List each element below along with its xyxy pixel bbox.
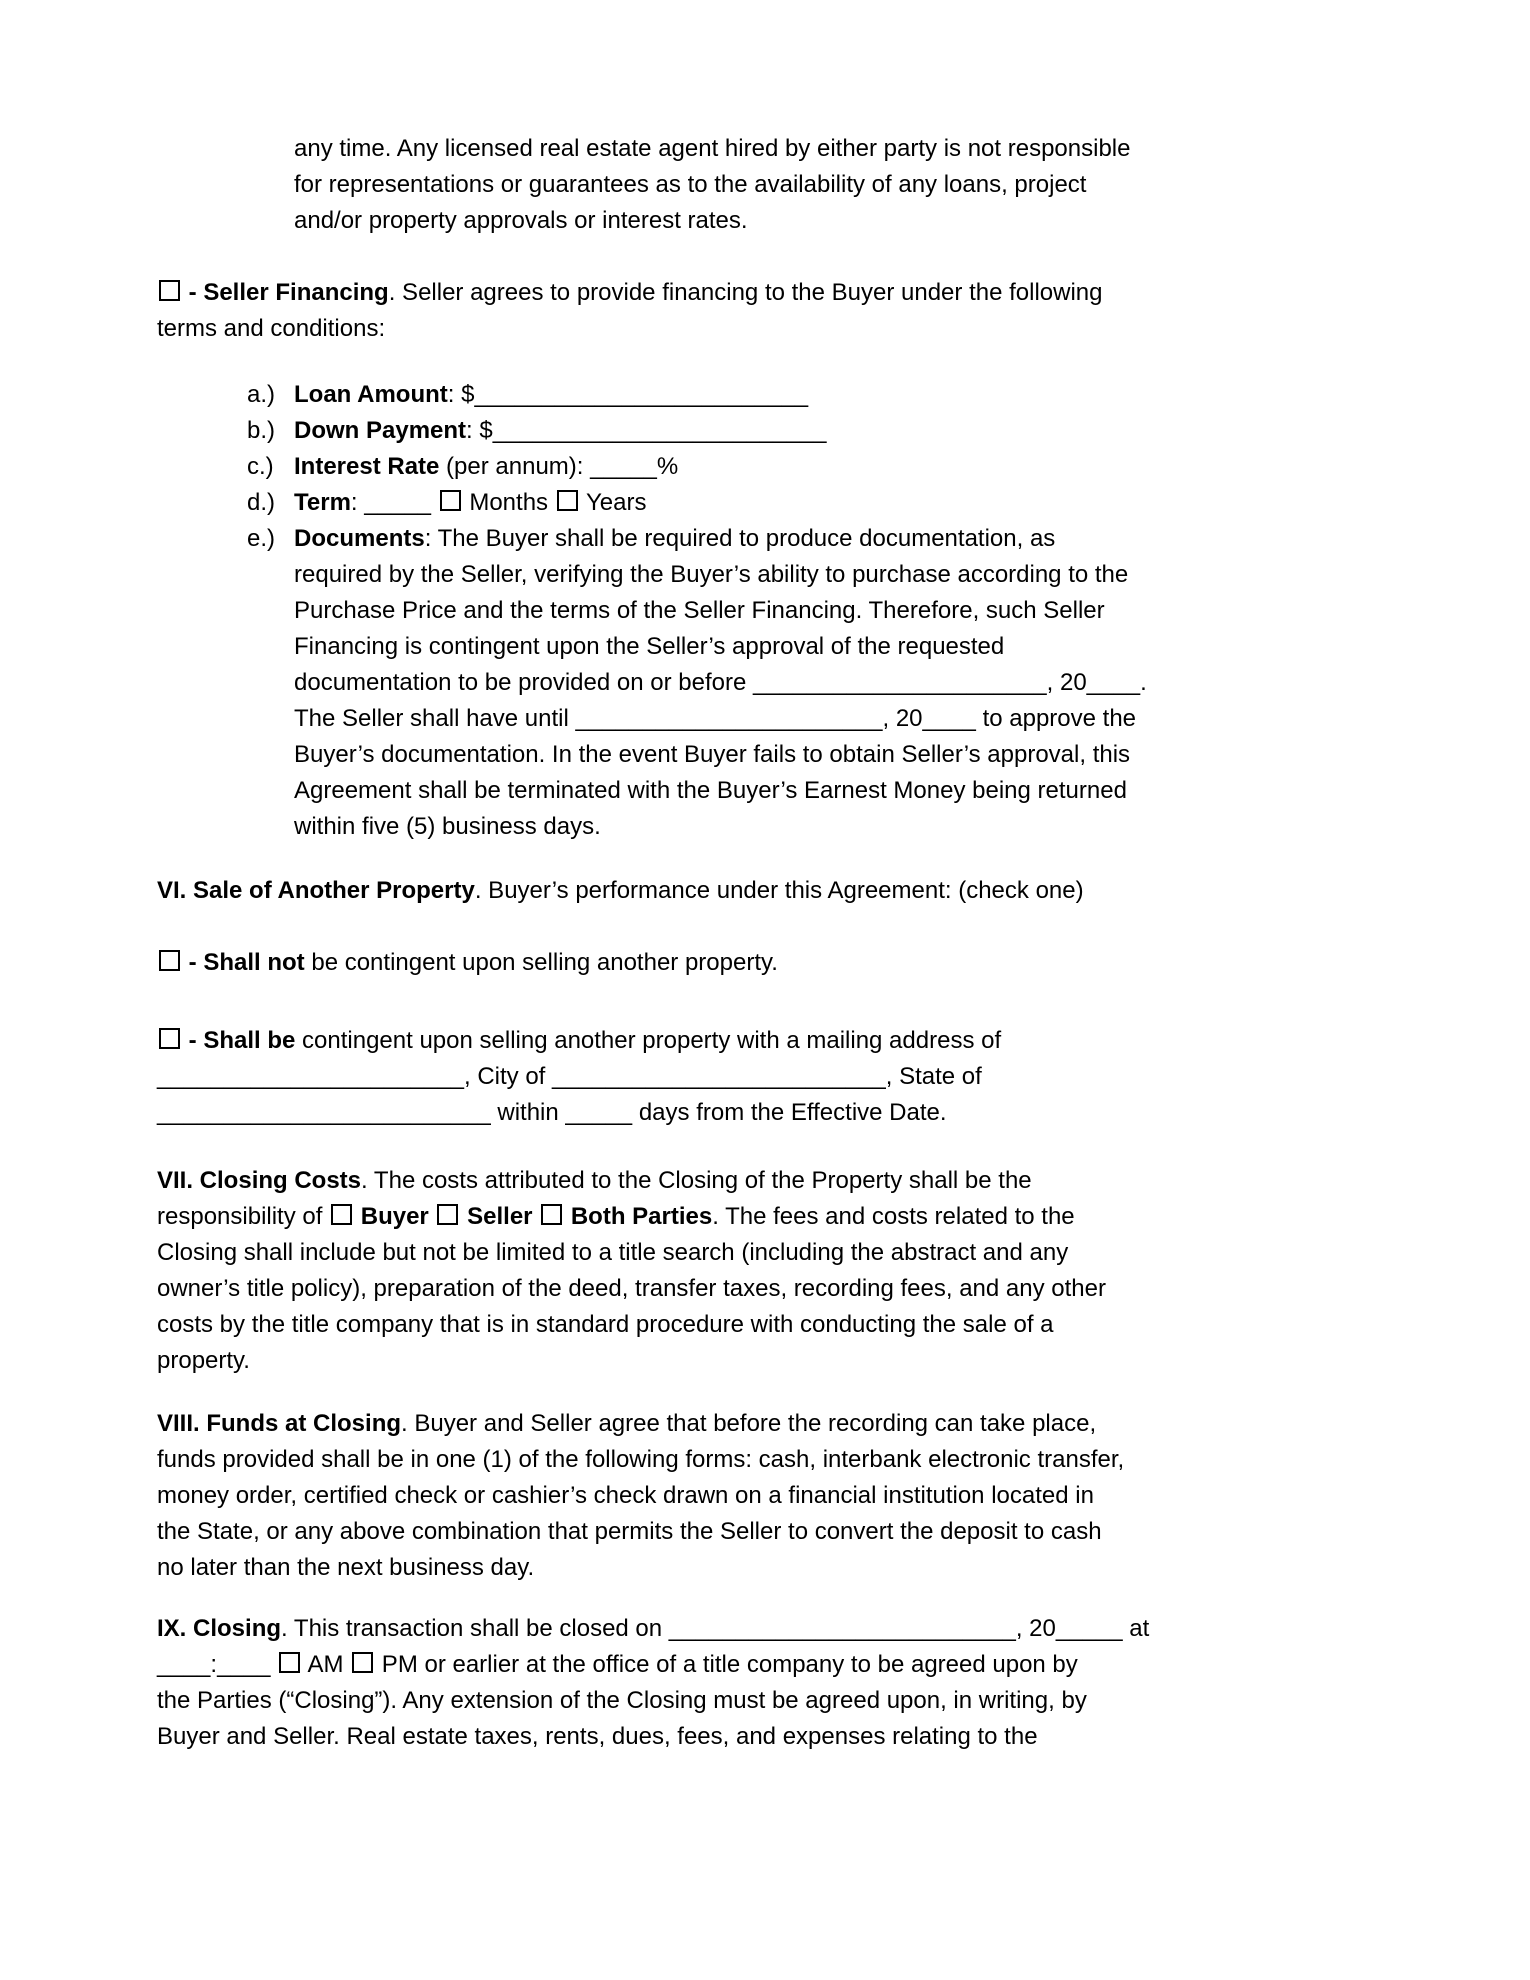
- text-run: , 20: [1046, 669, 1087, 696]
- checkbox[interactable]: [279, 1652, 300, 1673]
- text-line: [0, 413, 1530, 449]
- blank-field[interactable]: _________________________: [552, 1063, 886, 1090]
- text-line: [0, 1095, 1530, 1131]
- text-line: [0, 275, 1530, 311]
- seller-financing-terms-list: [0, 377, 1530, 845]
- text-line: [0, 773, 1530, 809]
- text-run: , City of: [464, 1063, 553, 1090]
- text-run: Closing shall include but not be limited to a title search (including the abstract and any: [157, 1239, 1069, 1266]
- prior-section-continuation-paragraph: [0, 131, 1530, 239]
- text-line: [0, 1442, 1530, 1478]
- text-run: . The fees and costs related to the: [712, 1203, 1075, 1230]
- text-run: , 20: [1015, 1615, 1056, 1642]
- shall-not-option: [0, 945, 1530, 981]
- text-run: Purchase Price and the terms of the Seller Financing. Therefore, such Seller: [294, 597, 1105, 624]
- text-line: [0, 167, 1530, 203]
- text-run: to approve the: [975, 705, 1137, 732]
- text-run: days from the Effective Date.: [632, 1099, 947, 1126]
- text-line: [0, 1611, 1530, 1647]
- text-line: [0, 1719, 1530, 1755]
- list-marker: e.): [247, 525, 276, 552]
- section-viii-funds-at-closing: [0, 1406, 1530, 1586]
- blank-field[interactable]: _____: [1055, 1615, 1123, 1642]
- text-line: [0, 1343, 1530, 1379]
- text-run: costs by the title company that is in standard procedure with conducting the sale of a: [157, 1311, 1054, 1338]
- blank-field[interactable]: __________________________: [668, 1615, 1016, 1642]
- text-run: : $: [466, 417, 493, 444]
- text-run: owner’s title policy), preparation of the deed, transfer taxes, recording fees, and any other: [157, 1275, 1106, 1302]
- text-run: Term: [294, 489, 351, 516]
- list-marker: c.): [247, 453, 274, 480]
- text-line: [0, 1163, 1530, 1199]
- text-line: [0, 1235, 1530, 1271]
- text-line: [0, 665, 1530, 701]
- text-run: be contingent upon selling another property.: [304, 949, 778, 976]
- text-run: VI. Sale of Another Property: [157, 877, 475, 904]
- text-run: VII. Closing Costs: [157, 1167, 362, 1194]
- text-run: . This transaction shall be closed on: [281, 1615, 669, 1642]
- checkbox[interactable]: [437, 1204, 458, 1225]
- text-line: [0, 203, 1530, 239]
- blank-field[interactable]: _____: [565, 1099, 633, 1126]
- text-run: documentation to be provided on or before: [294, 669, 753, 696]
- text-run: , 20: [882, 705, 923, 732]
- blank-field[interactable]: _______________________: [157, 1063, 464, 1090]
- text-run: . Buyer’s performance under this Agreement: (check one): [474, 877, 1084, 904]
- text-run: Seller: [460, 1203, 533, 1230]
- text-run: : The Buyer shall be required to produce documentation, as: [424, 525, 1056, 552]
- text-run: - Seller Financing: [182, 279, 389, 306]
- text-run: Buyer’s documentation. In the event Buyer fails to obtain Seller’s approval, this: [294, 741, 1131, 768]
- text-run: IX. Closing: [157, 1615, 282, 1642]
- blank-field[interactable]: ____: [217, 1651, 271, 1678]
- text-run: VIII. Funds at Closing: [157, 1410, 402, 1437]
- text-run: [429, 1203, 436, 1230]
- text-line: [0, 1199, 1530, 1235]
- section-vii-closing-costs: [0, 1163, 1530, 1379]
- text-line: [0, 1406, 1530, 1442]
- checkbox[interactable]: [440, 490, 461, 511]
- blank-field[interactable]: _____: [590, 453, 657, 480]
- blank-field[interactable]: ____: [1086, 669, 1141, 696]
- text-line: [0, 1059, 1530, 1095]
- text-line: [0, 485, 1530, 521]
- text-run: funds provided shall be in one (1) of the following forms: cash, interbank electronic transfer,: [157, 1446, 1125, 1473]
- text-line: [0, 873, 1530, 909]
- list-marker: a.): [247, 381, 276, 408]
- text-run: Down Payment: [294, 417, 467, 444]
- text-run: Interest Rate: [294, 453, 440, 480]
- blank-field[interactable]: _____: [364, 489, 431, 516]
- text-run: Documents: [294, 525, 425, 552]
- blank-field[interactable]: ____: [157, 1651, 211, 1678]
- text-line: [0, 701, 1530, 737]
- text-run: money order, certified check or cashier’s check drawn on a financial institution located in: [157, 1482, 1094, 1509]
- text-run: PM or earlier at the office of a title company to be agreed upon by: [375, 1651, 1078, 1678]
- blank-field[interactable]: _________________________: [474, 381, 809, 408]
- text-line: [0, 737, 1530, 773]
- text-line: [0, 557, 1530, 593]
- checkbox[interactable]: [352, 1652, 373, 1673]
- checkbox[interactable]: [331, 1204, 352, 1225]
- shall-be-option: [0, 1023, 1530, 1131]
- blank-field[interactable]: _______________________: [575, 705, 883, 732]
- text-run: Agreement shall be terminated with the Buyer’s Earnest Money being returned: [294, 777, 1127, 804]
- text-run: [533, 1203, 540, 1230]
- list-marker: d.): [247, 489, 276, 516]
- checkbox[interactable]: [159, 1028, 180, 1049]
- text-run: The Seller shall have until: [294, 705, 576, 732]
- text-line: [0, 1514, 1530, 1550]
- text-run: property.: [157, 1347, 250, 1374]
- text-run: , State of: [885, 1063, 982, 1090]
- text-run: . Seller agrees to provide financing to the Buyer under the following: [388, 279, 1103, 306]
- text-run: Loan Amount: [294, 381, 448, 408]
- text-run: and/or property approvals or interest rates.: [294, 207, 748, 234]
- text-line: [0, 449, 1530, 485]
- text-run: (per annum):: [439, 453, 591, 480]
- blank-field[interactable]: _________________________: [157, 1099, 491, 1126]
- text-run: - Shall not: [182, 949, 305, 976]
- text-run: within five (5) business days.: [294, 813, 601, 840]
- text-line: [0, 945, 1530, 981]
- blank-field[interactable]: _________________________: [492, 417, 827, 444]
- text-line: [0, 1271, 1530, 1307]
- blank-field[interactable]: ______________________: [752, 669, 1047, 696]
- section-ix-closing: [0, 1611, 1530, 1755]
- text-line: [0, 1683, 1530, 1719]
- text-line: [0, 593, 1530, 629]
- text-run: :: [350, 489, 365, 516]
- text-line: [0, 1307, 1530, 1343]
- text-run: . The costs attributed to the Closing of the Property shall be the: [361, 1167, 1032, 1194]
- blank-field[interactable]: ____: [922, 705, 976, 732]
- text-run: within: [490, 1099, 566, 1126]
- text-run: %: [656, 453, 679, 480]
- text-line: [0, 1023, 1530, 1059]
- checkbox[interactable]: [159, 950, 180, 971]
- text-run: Months: [462, 489, 555, 516]
- text-run: at: [1122, 1615, 1150, 1642]
- text-run: Buyer: [354, 1203, 429, 1230]
- text-run: .: [1140, 669, 1147, 696]
- text-line: [0, 377, 1530, 413]
- text-run: for representations or guarantees as to the availability of any loans, project: [294, 171, 1087, 198]
- text-run: the State, or any above combination that permits the Seller to convert the deposit to cash: [157, 1518, 1102, 1545]
- checkbox[interactable]: [159, 280, 180, 301]
- text-run: Financing is contingent upon the Seller’s approval of the requested: [294, 633, 1005, 660]
- text-run: Buyer and Seller. Real estate taxes, rents, dues, fees, and expenses relating to the: [157, 1723, 1038, 1750]
- text-run: the Parties (“Closing”). Any extension of the Closing must be agreed upon, in writing, by: [157, 1687, 1087, 1714]
- text-run: any time. Any licensed real estate agent hired by either party is not responsible: [294, 135, 1131, 162]
- text-run: [270, 1651, 277, 1678]
- text-line: [0, 1550, 1530, 1586]
- text-run: terms and conditions:: [157, 315, 386, 342]
- text-line: [0, 629, 1530, 665]
- text-run: required by the Seller, verifying the Buyer’s ability to purchase according to the: [294, 561, 1129, 588]
- section-vi-sale-of-another-property: [0, 873, 1530, 909]
- text-line: [0, 311, 1530, 347]
- text-run: :: [210, 1651, 218, 1678]
- text-run: Both Parties: [564, 1203, 713, 1230]
- text-line: [0, 1478, 1530, 1514]
- text-run: contingent upon selling another property with a mailing address of: [295, 1027, 1002, 1054]
- text-run: AM: [302, 1651, 351, 1678]
- checkbox[interactable]: [541, 1204, 562, 1225]
- text-run: responsibility of: [157, 1203, 330, 1230]
- text-line: [0, 521, 1530, 557]
- text-line: [0, 131, 1530, 167]
- text-line: [0, 809, 1530, 845]
- text-run: . Buyer and Seller agree that before the recording can take place,: [401, 1410, 1097, 1437]
- checkbox[interactable]: [557, 490, 578, 511]
- text-run: Years: [579, 489, 647, 516]
- text-run: no later than the next business day.: [157, 1554, 535, 1581]
- text-run: : $: [447, 381, 475, 408]
- text-run: [431, 489, 438, 516]
- text-line: [0, 1647, 1530, 1683]
- list-marker: b.): [247, 417, 276, 444]
- text-run: - Shall be: [182, 1027, 296, 1054]
- seller-financing-clause: [0, 275, 1530, 347]
